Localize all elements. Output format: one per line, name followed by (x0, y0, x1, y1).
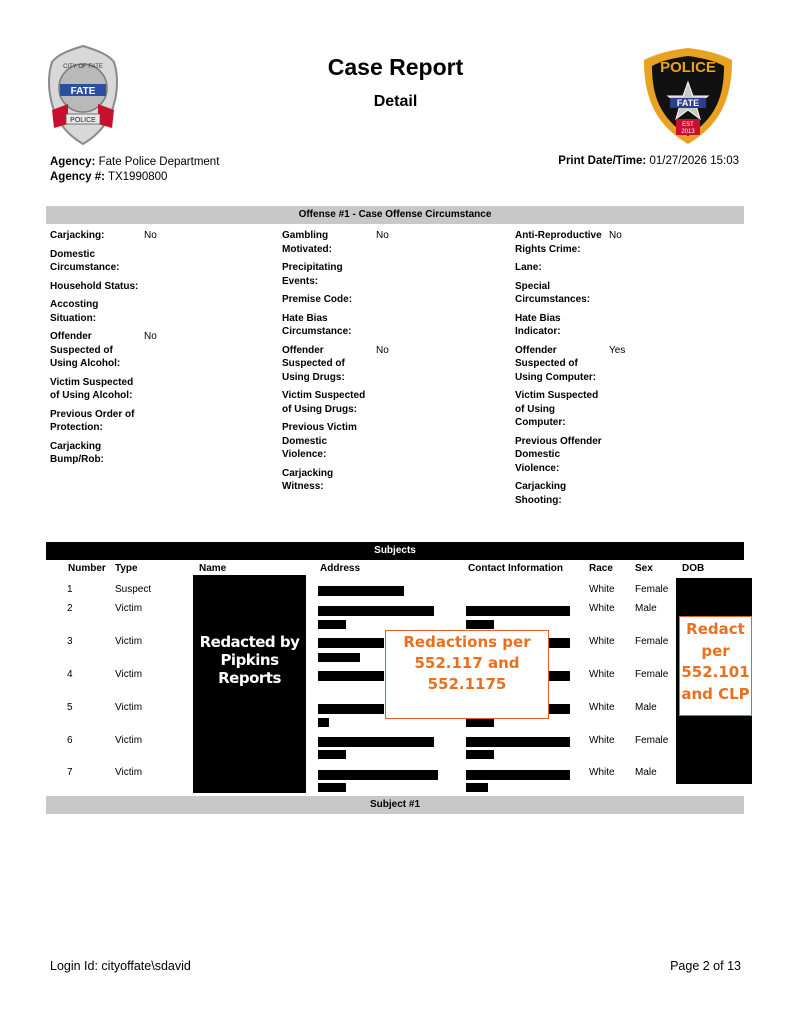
print-date-time (558, 155, 739, 167)
offense-field-label: Precipitating Events: (282, 262, 343, 287)
offense-field-value: No (144, 230, 157, 241)
subject-type: Victim (115, 636, 143, 647)
offense-field-value: No (144, 331, 157, 342)
subject-race: White (589, 735, 615, 746)
offense-field-value (374, 293, 376, 307)
offense-column-3 (515, 229, 735, 512)
redaction-bar (466, 770, 570, 780)
subject-race: White (589, 669, 615, 680)
subject-type: Victim (115, 735, 143, 746)
subject-race: White (589, 702, 615, 713)
offense-field (282, 229, 502, 256)
offense-field (50, 330, 270, 371)
subject-number: 1 (67, 584, 73, 595)
print-date-value: 01/27/2026 15:03 (649, 155, 739, 167)
redaction-bar (466, 737, 570, 747)
offense-field-value (607, 435, 609, 476)
offense-field-label: Premise Code: (282, 294, 353, 305)
subject-type: Victim (115, 767, 143, 778)
offense-field-label: Anti-Reproductive Rights Crime: (515, 230, 602, 255)
redaction-bar (466, 620, 494, 629)
offense-field (50, 298, 270, 325)
offense-field (282, 261, 502, 288)
offense-field-label: Accosting Situation: (50, 299, 99, 324)
subject-race: White (589, 767, 615, 778)
offense-field-value (374, 312, 376, 339)
redaction-bar (466, 750, 494, 759)
subject-sex: Female (635, 669, 669, 680)
offense-field-value (374, 467, 376, 494)
subject-type: Victim (115, 702, 143, 713)
offense-field (50, 440, 270, 467)
header-contact: Contact Information (468, 563, 563, 574)
subject-sex: Male (635, 603, 657, 614)
subject-number: 6 (67, 735, 73, 746)
offense-field-label: Carjacking Shooting: (515, 481, 567, 506)
subject-race: White (589, 636, 615, 647)
offense-field-label: Victim Suspected of Using Alcohol: (50, 376, 134, 401)
subject-type: Victim (115, 603, 143, 614)
redaction-bar (318, 620, 346, 629)
offense-field-label: Previous Victim Domestic Violence: (282, 422, 357, 460)
offense-field-label: Previous Order of Protection: (50, 408, 135, 433)
offense-field-label: Hate Bias Indicator: (515, 312, 561, 337)
redaction-bar (318, 586, 404, 596)
offense-field-value (607, 280, 609, 307)
subject-number: 2 (67, 603, 73, 614)
offense-field-label: Carjacking Witness: (282, 467, 334, 492)
offense-field (515, 229, 735, 256)
offense-field-value: No (609, 230, 622, 241)
offense-section-bar: Offense #1 - Case Offense Circumstance (46, 206, 744, 224)
page-title: Case Report (327, 54, 464, 80)
subject-number: 5 (67, 702, 73, 713)
header-name: Name (199, 563, 227, 574)
redaction-bar (318, 783, 346, 792)
offense-field-value (374, 389, 376, 416)
redaction-bar (318, 718, 329, 727)
offense-field (282, 312, 502, 339)
page-subtitle: Detail (373, 93, 418, 110)
redaction-note-552-117: Redactions per 552.117 and 552.1175 (385, 630, 549, 719)
offense-field-label: Offender Suspected of Using Computer: (515, 344, 597, 383)
svg-text:EST: EST (682, 122, 694, 128)
offense-field-value: No (376, 230, 389, 241)
subject-sex: Female (635, 636, 669, 647)
redaction-note-552-101: Redact per 552.101 and CLP (679, 616, 752, 716)
redaction-bar (318, 750, 346, 759)
offense-column-1 (50, 229, 270, 472)
footer-login-id: Login Id: cityoffate\sdavid (50, 959, 191, 973)
offense-field (282, 293, 502, 307)
offense-field (50, 229, 270, 243)
offense-field (50, 248, 270, 275)
offense-field-value (607, 389, 609, 430)
redaction-bar (318, 671, 384, 681)
offense-field-value (607, 261, 609, 275)
subject-type: Victim (115, 669, 143, 680)
subject-number: 7 (67, 767, 73, 778)
svg-text:2013: 2013 (681, 129, 695, 135)
offense-field-value (142, 408, 144, 435)
subject-1-section-bar: Subject #1 (46, 796, 744, 814)
subject-type: Suspect (115, 584, 152, 595)
redaction-bar (318, 606, 434, 616)
footer-page-number: Page 2 of 13 (670, 959, 741, 973)
offense-field (515, 261, 735, 275)
header-type: Type (115, 563, 138, 574)
offense-field (50, 408, 270, 435)
agency-name-value: Fate Police Department (98, 156, 220, 168)
redaction-bar (318, 770, 438, 780)
offense-field (515, 435, 735, 476)
offense-field-label: Household Status: (50, 280, 139, 292)
agency-info (50, 155, 219, 185)
offense-field-label: Offender Suspected of Using Alcohol: (50, 331, 121, 369)
svg-text:POLICE: POLICE (70, 117, 96, 124)
redaction-bar (466, 718, 494, 727)
offense-field-label: Victim Suspected of Using Drugs: (282, 390, 366, 415)
header-number: Number (68, 563, 106, 574)
offense-field-value (142, 280, 144, 294)
offense-field-value: Yes (609, 344, 626, 356)
offense-field-label: Offender Suspected of Using Drugs: (282, 344, 345, 383)
offense-field (282, 421, 502, 462)
offense-field (282, 344, 502, 385)
offense-field (515, 389, 735, 430)
offense-field-value (374, 421, 376, 462)
offense-field-label: Special Circumstances: (515, 280, 591, 305)
offense-field-label: Domestic Circumstance: (50, 248, 120, 273)
redaction-bar (318, 737, 434, 747)
offense-field-value (142, 298, 144, 325)
svg-text:FATE: FATE (676, 98, 700, 108)
offense-field (50, 280, 270, 294)
svg-text:POLICE: POLICE (660, 59, 716, 76)
subject-race: White (589, 603, 615, 614)
header-dob: DOB (682, 563, 705, 574)
redaction-bar (318, 704, 384, 714)
offense-field-value (607, 480, 609, 507)
offense-column-2 (282, 229, 502, 499)
agency-number-label: Agency #: (50, 171, 105, 183)
header-address: Address (320, 563, 361, 574)
subjects-section-bar: Subjects (46, 542, 744, 560)
offense-field-label: Gambling Motivated: (282, 230, 332, 255)
subject-sex: Female (635, 735, 669, 746)
offense-field (282, 389, 502, 416)
subject-sex: Female (635, 584, 669, 595)
subject-number: 3 (67, 636, 73, 647)
svg-text:FATE: FATE (70, 86, 96, 97)
offense-field-label: Previous Offender Domestic Violence: (515, 435, 602, 474)
offense-field-value (142, 440, 144, 467)
svg-text:CITY OF FATE: CITY OF FATE (63, 64, 103, 70)
offense-field-value (607, 312, 609, 339)
offense-field-value: No (376, 344, 389, 356)
print-date-label: Print Date/Time: (558, 155, 647, 167)
offense-field (282, 467, 502, 494)
redaction-bar (466, 783, 488, 792)
offense-field-value (142, 248, 144, 275)
subject-race: White (589, 584, 615, 595)
redaction-bar (466, 606, 570, 616)
offense-field-value (374, 261, 376, 288)
offense-field-label: Hate Bias Circumstance: (282, 312, 352, 337)
offense-field (515, 480, 735, 507)
header-sex: Sex (635, 563, 653, 574)
header-race: Race (589, 563, 613, 574)
agency-name-label: Agency: (50, 156, 96, 168)
offense-field (515, 344, 735, 385)
offense-field-label: Lane: (515, 262, 542, 273)
redaction-bar (318, 653, 360, 662)
name-redaction-block: Redacted by Pipkins Reports (193, 575, 306, 793)
offense-field-label: Carjacking Bump/Rob: (50, 440, 104, 465)
redaction-bar (318, 638, 384, 648)
subject-sex: Male (635, 767, 657, 778)
offense-field (515, 312, 735, 339)
agency-number-value: TX1990800 (107, 171, 168, 183)
offense-field-label: Carjacking: (50, 230, 105, 241)
offense-field-label: Victim Suspected of Using Computer: (515, 390, 599, 428)
offense-field-value (142, 376, 144, 403)
offense-field (50, 376, 270, 403)
subject-sex: Male (635, 702, 657, 713)
subject-number: 4 (67, 669, 73, 680)
offense-field (515, 280, 735, 307)
